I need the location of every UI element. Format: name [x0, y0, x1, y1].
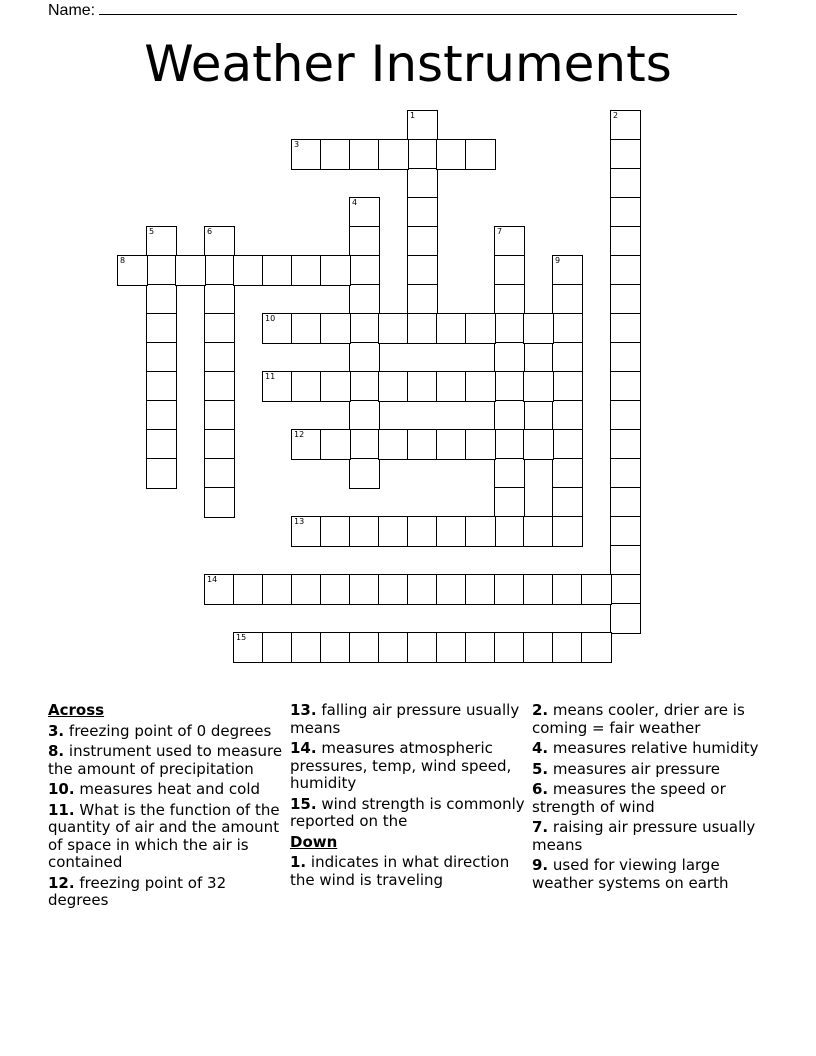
clue-down-1: 1. indicates in what direction the wind is traveling — [290, 853, 510, 889]
cell-number: 3 — [294, 140, 300, 149]
grid-cell[interactable] — [349, 632, 380, 663]
grid-cell[interactable] — [378, 429, 409, 460]
grid-cell[interactable] — [552, 429, 583, 460]
grid-cell[interactable] — [465, 371, 496, 402]
grid-cell[interactable] — [465, 429, 496, 460]
grid-cell[interactable] — [523, 429, 554, 460]
grid-cell[interactable] — [146, 284, 177, 315]
grid-cell[interactable] — [610, 516, 641, 547]
grid-cell[interactable] — [523, 516, 554, 547]
grid-cell[interactable] — [494, 255, 525, 286]
grid-cell[interactable] — [291, 139, 322, 170]
grid-cell[interactable] — [436, 516, 467, 547]
grid-cell[interactable] — [494, 371, 525, 402]
grid-cell[interactable] — [407, 110, 438, 141]
grid-cell[interactable] — [436, 429, 467, 460]
grid-cell[interactable] — [204, 371, 235, 402]
grid-cell[interactable] — [233, 632, 264, 663]
grid-cell[interactable] — [378, 313, 409, 344]
clue-across-13: 13. falling air pressure usually means — [290, 701, 520, 737]
grid-cell[interactable] — [610, 110, 641, 141]
name-label: Name: — [48, 2, 96, 19]
cell-number: 6 — [207, 227, 213, 236]
grid-cell[interactable] — [523, 371, 554, 402]
grid-cell[interactable] — [204, 284, 235, 315]
grid-cell[interactable] — [349, 371, 380, 402]
grid-cell[interactable] — [552, 458, 583, 489]
grid-cell[interactable] — [552, 632, 583, 663]
grid-cell[interactable] — [407, 313, 438, 344]
grid-cell[interactable] — [204, 400, 235, 431]
grid-cell[interactable] — [494, 632, 525, 663]
cell-number: 5 — [149, 227, 155, 236]
name-field[interactable] — [48, 0, 737, 20]
grid-cell[interactable] — [378, 371, 409, 402]
grid-cell[interactable] — [610, 458, 641, 489]
down-heading: Down — [290, 832, 338, 851]
grid-cell[interactable] — [407, 139, 438, 170]
grid-cell[interactable] — [610, 139, 641, 170]
clue-across-15: 15. wind strength is commonly reported on the — [290, 794, 525, 830]
grid-cell[interactable] — [436, 313, 467, 344]
grid-cell[interactable] — [204, 429, 235, 460]
grid-cell[interactable] — [610, 284, 641, 315]
clue-across-8: 8. instrument used to measure the amount of precipitation — [48, 742, 283, 778]
grid-cell[interactable] — [436, 632, 467, 663]
grid-cell[interactable] — [523, 313, 554, 344]
grid-cell[interactable] — [552, 487, 583, 518]
cell-number: 9 — [555, 256, 561, 265]
grid-cell[interactable] — [349, 574, 380, 605]
grid-cell[interactable] — [581, 632, 612, 663]
grid-cell[interactable] — [117, 255, 148, 286]
grid-cell[interactable] — [291, 371, 322, 402]
grid-cell[interactable] — [494, 429, 525, 460]
grid-cell[interactable] — [262, 632, 293, 663]
grid-cell[interactable] — [291, 313, 322, 344]
grid-cell[interactable] — [610, 226, 641, 257]
grid-cell[interactable] — [204, 487, 235, 518]
grid-cell[interactable] — [523, 574, 554, 605]
grid-cell[interactable] — [378, 574, 409, 605]
grid-cell[interactable] — [262, 313, 293, 344]
grid-cell[interactable] — [349, 458, 380, 489]
clue-down-5: 5. measures air pressure — [532, 759, 721, 778]
grid-cell[interactable] — [581, 574, 612, 605]
grid-cell[interactable] — [320, 371, 351, 402]
grid-cell[interactable] — [320, 516, 351, 547]
grid-cell[interactable] — [465, 139, 496, 170]
grid-cell[interactable] — [204, 574, 235, 605]
grid-cell[interactable] — [146, 371, 177, 402]
grid-cell[interactable] — [204, 255, 235, 286]
grid-cell[interactable] — [146, 313, 177, 344]
grid-cell[interactable] — [175, 255, 206, 286]
clue-down-9: 9. used for viewing large weather systems on earth — [532, 856, 729, 892]
cell-number: 11 — [265, 372, 276, 381]
grid-cell[interactable] — [407, 255, 438, 286]
grid-cell[interactable] — [552, 400, 583, 431]
grid-cell[interactable] — [146, 458, 177, 489]
grid-cell[interactable] — [349, 226, 380, 257]
grid-cell[interactable] — [552, 516, 583, 547]
grid-cell[interactable] — [465, 632, 496, 663]
grid-cell[interactable] — [320, 574, 351, 605]
grid-cell[interactable] — [552, 342, 583, 373]
clue-across-10: 10. measures heat and cold — [48, 780, 261, 798]
grid-cell[interactable] — [349, 342, 380, 373]
cell-number: 2 — [613, 111, 619, 120]
grid-cell[interactable] — [291, 516, 322, 547]
grid-cell[interactable] — [494, 487, 525, 518]
grid-cell[interactable] — [320, 632, 351, 663]
grid-cell[interactable] — [494, 458, 525, 489]
grid-cell[interactable] — [494, 226, 525, 257]
grid-cell[interactable] — [407, 516, 438, 547]
grid-cell[interactable] — [146, 400, 177, 431]
clue-across-3: 3. freezing point of 0 degrees — [48, 721, 272, 740]
cell-number: 15 — [236, 633, 247, 642]
grid-cell[interactable] — [610, 487, 641, 518]
grid-cell[interactable] — [320, 429, 351, 460]
grid-cell[interactable] — [262, 255, 293, 286]
clue-down-6: 6. measures the speed or strength of wind — [532, 780, 726, 816]
grid-cell[interactable] — [407, 168, 438, 199]
cell-number: 7 — [497, 227, 503, 236]
clue-across-12: 12. freezing point of 32 degrees — [48, 873, 227, 909]
grid-cell[interactable] — [378, 139, 409, 170]
grid-cell[interactable] — [610, 545, 641, 576]
grid-cell[interactable] — [494, 342, 525, 373]
name-blank-line[interactable] — [99, 0, 737, 15]
grid-cell[interactable] — [465, 313, 496, 344]
grid-cell[interactable] — [552, 255, 583, 286]
cell-number: 8 — [120, 256, 126, 265]
grid-cell[interactable] — [204, 342, 235, 373]
clue-down-2: 2. means cooler, drier are is coming = fair weather — [532, 701, 745, 737]
grid-cell[interactable] — [494, 400, 525, 431]
clue-down-7: 7. raising air pressure usually means — [532, 818, 756, 854]
grid-cell[interactable] — [291, 632, 322, 663]
grid-cell[interactable] — [349, 313, 380, 344]
grid-cell[interactable] — [291, 255, 322, 286]
grid-cell[interactable] — [465, 574, 496, 605]
across-heading: Across — [48, 701, 105, 719]
grid-cell[interactable] — [204, 313, 235, 344]
grid-cell[interactable] — [349, 284, 380, 315]
cell-number: 14 — [207, 575, 218, 584]
grid-cell[interactable] — [436, 574, 467, 605]
grid-cell[interactable] — [610, 197, 641, 228]
clues-column-2 — [290, 702, 528, 892]
grid-cell[interactable] — [436, 371, 467, 402]
cell-number: 12 — [294, 430, 305, 439]
grid-cell[interactable] — [494, 516, 525, 547]
grid-cell[interactable] — [378, 632, 409, 663]
clues-column-1 — [48, 702, 286, 913]
grid-cell[interactable] — [610, 342, 641, 373]
clue-down-4: 4. measures relative humidity — [532, 739, 759, 757]
grid-cell[interactable] — [320, 255, 351, 286]
clue-across-14: 14. measures atmospheric pressures, temp, wind speed, humidity — [290, 739, 512, 792]
grid-cell[interactable] — [291, 429, 322, 460]
grid-cell[interactable] — [407, 429, 438, 460]
grid-cell[interactable] — [349, 429, 380, 460]
grid-cell[interactable] — [233, 255, 264, 286]
grid-cell[interactable] — [349, 516, 380, 547]
grid-cell[interactable] — [349, 255, 380, 286]
grid-cell[interactable] — [291, 574, 322, 605]
grid-cell[interactable] — [320, 139, 351, 170]
grid-cell[interactable] — [233, 574, 264, 605]
cell-number: 10 — [265, 314, 276, 323]
grid-cell[interactable] — [610, 400, 641, 431]
grid-cell[interactable] — [146, 429, 177, 460]
grid-cell[interactable] — [610, 574, 641, 605]
grid-cell[interactable] — [378, 516, 409, 547]
grid-cell[interactable] — [262, 574, 293, 605]
grid-cell[interactable] — [146, 342, 177, 373]
grid-cell[interactable] — [610, 255, 641, 286]
grid-cell[interactable] — [494, 284, 525, 315]
grid-cell[interactable] — [204, 226, 235, 257]
clues-column-3 — [532, 702, 770, 895]
grid-cell[interactable] — [349, 139, 380, 170]
grid-cell[interactable] — [610, 603, 641, 634]
grid-cell[interactable] — [407, 226, 438, 257]
grid-cell[interactable] — [552, 284, 583, 315]
grid-cell[interactable] — [407, 574, 438, 605]
grid-cell[interactable] — [552, 371, 583, 402]
grid-cell[interactable] — [552, 574, 583, 605]
grid-cell[interactable] — [610, 313, 641, 344]
grid-cell[interactable] — [349, 400, 380, 431]
grid-cell[interactable] — [407, 632, 438, 663]
grid-cell[interactable] — [610, 371, 641, 402]
grid-cell[interactable] — [146, 255, 177, 286]
grid-cell[interactable] — [407, 371, 438, 402]
clue-across-11: 11. What is the function of the quantity of air and the amount of space in which the air is contained — [48, 800, 280, 871]
grid-cell[interactable] — [610, 168, 641, 199]
grid-cell[interactable] — [407, 197, 438, 228]
cell-number: 13 — [294, 517, 305, 526]
cell-number: 1 — [410, 111, 416, 120]
grid-cell[interactable] — [320, 313, 351, 344]
grid-cell[interactable] — [494, 313, 525, 344]
grid-cell[interactable] — [349, 197, 380, 228]
grid-cell[interactable] — [552, 313, 583, 344]
grid-cell[interactable] — [494, 574, 525, 605]
grid-cell[interactable] — [436, 139, 467, 170]
grid-cell[interactable] — [465, 516, 496, 547]
grid-cell[interactable] — [407, 284, 438, 315]
grid-cell[interactable] — [204, 458, 235, 489]
page-title: Weather Instruments — [144, 35, 672, 93]
grid-cell[interactable] — [610, 429, 641, 460]
grid-cell[interactable] — [262, 371, 293, 402]
grid-cell[interactable] — [523, 632, 554, 663]
cell-number: 4 — [352, 198, 358, 207]
grid-cell[interactable] — [146, 226, 177, 257]
